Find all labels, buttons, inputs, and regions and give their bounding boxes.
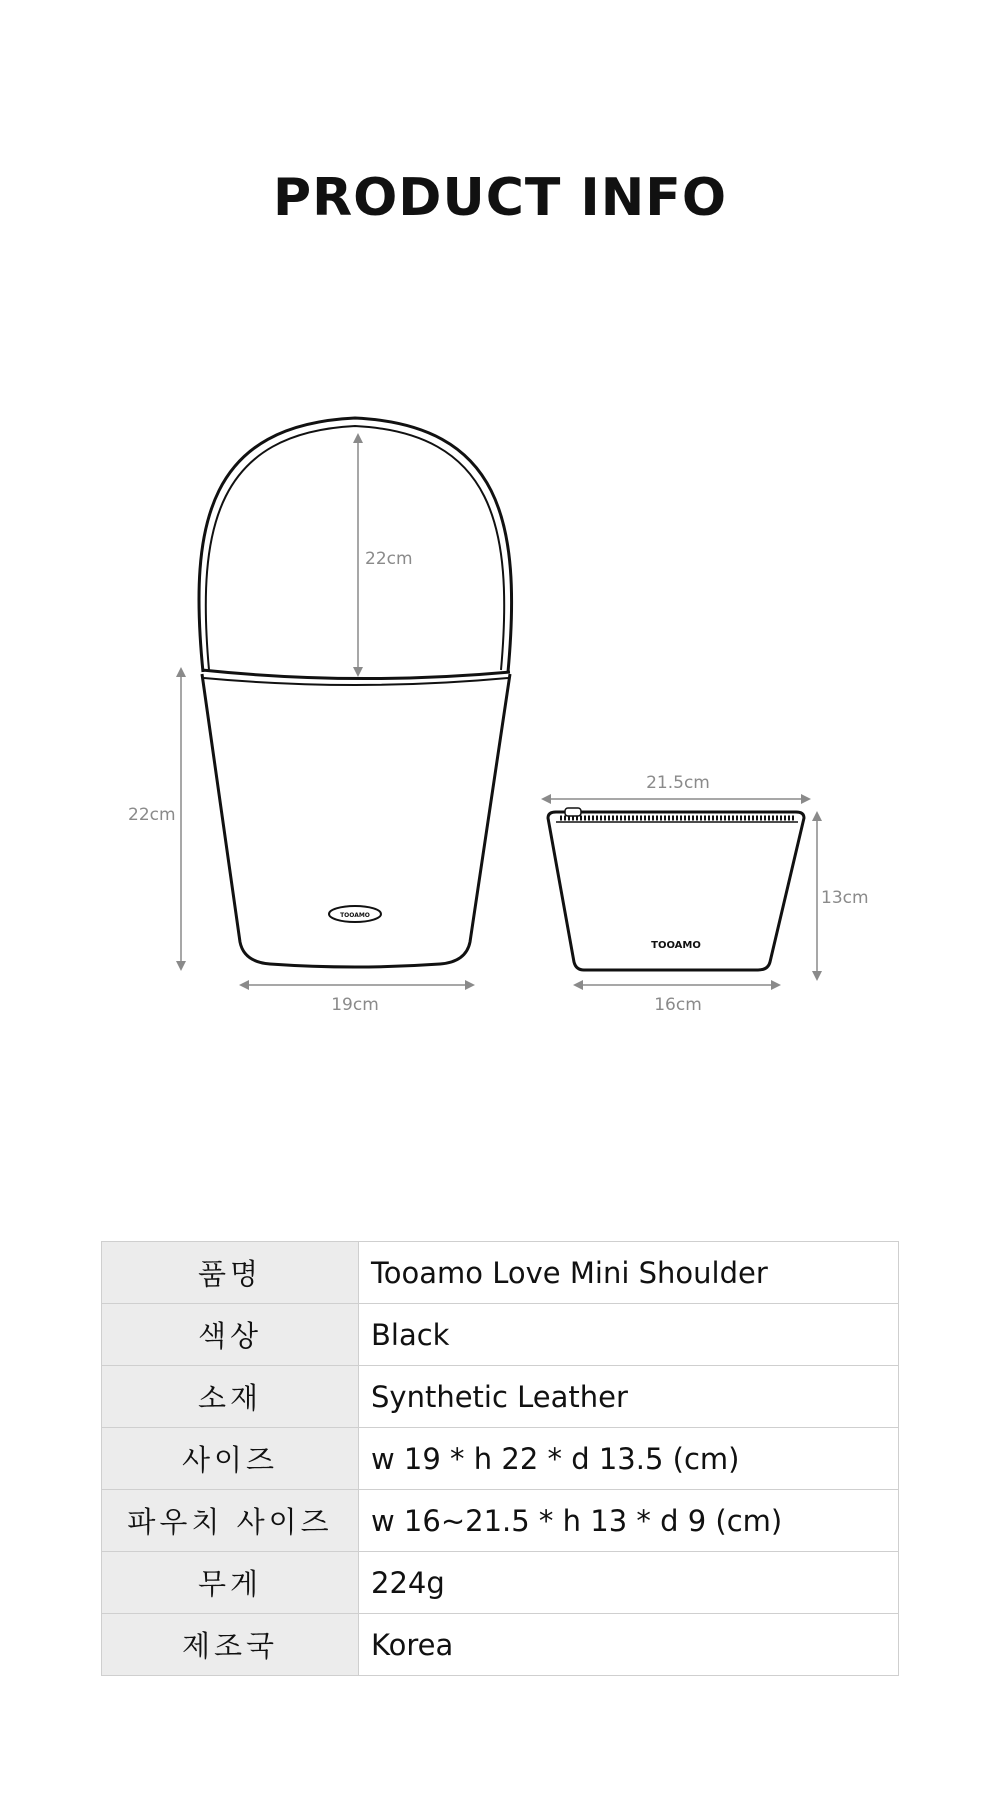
spec-value: Synthetic Leather (359, 1366, 899, 1428)
pouch-zipper-pull (565, 808, 581, 816)
pouch-logo: TOOAMO (651, 940, 701, 951)
spec-label: 소재 (102, 1366, 359, 1428)
spec-label: 사이즈 (102, 1428, 359, 1490)
spec-label: 무게 (102, 1552, 359, 1614)
pouch-drawing (548, 808, 804, 970)
table-row (102, 1304, 899, 1366)
table-row (102, 1552, 899, 1614)
table-row (102, 1490, 899, 1552)
spec-value: w 19 * h 22 * d 13.5 (cm) (359, 1428, 899, 1490)
bag-logo: TOOAMO (340, 912, 370, 919)
pouch-bottom-width-label: 16cm (654, 995, 702, 1015)
spec-label: 파우치 사이즈 (102, 1490, 359, 1552)
spec-value: 224g (359, 1552, 899, 1614)
bag-opening (202, 670, 510, 679)
pouch-height-label: 13cm (821, 888, 869, 908)
spec-value: w 16~21.5 * h 13 * d 9 (cm) (359, 1490, 899, 1552)
bag-width-label: 19cm (331, 995, 379, 1015)
strap-height-label: 22cm (365, 549, 413, 569)
spec-label: 제조국 (102, 1614, 359, 1676)
table-row (102, 1428, 899, 1490)
table-row (102, 1242, 899, 1304)
spec-value: Black (359, 1304, 899, 1366)
spec-label: 색상 (102, 1304, 359, 1366)
bag-drawing (199, 418, 512, 967)
table-row (102, 1366, 899, 1428)
bag-strap (199, 418, 512, 672)
spec-table (101, 1241, 899, 1676)
page-title: PRODUCT INFO (272, 168, 728, 228)
pouch-top-width-label: 21.5cm (646, 773, 710, 793)
spec-value: Korea (359, 1614, 899, 1676)
spec-label: 품명 (102, 1242, 359, 1304)
table-row (102, 1614, 899, 1676)
body-height-label: 22cm (128, 805, 176, 825)
bag-body (202, 674, 510, 967)
bag-strap-inner (206, 426, 504, 670)
spec-value: Tooamo Love Mini Shoulder (359, 1242, 899, 1304)
